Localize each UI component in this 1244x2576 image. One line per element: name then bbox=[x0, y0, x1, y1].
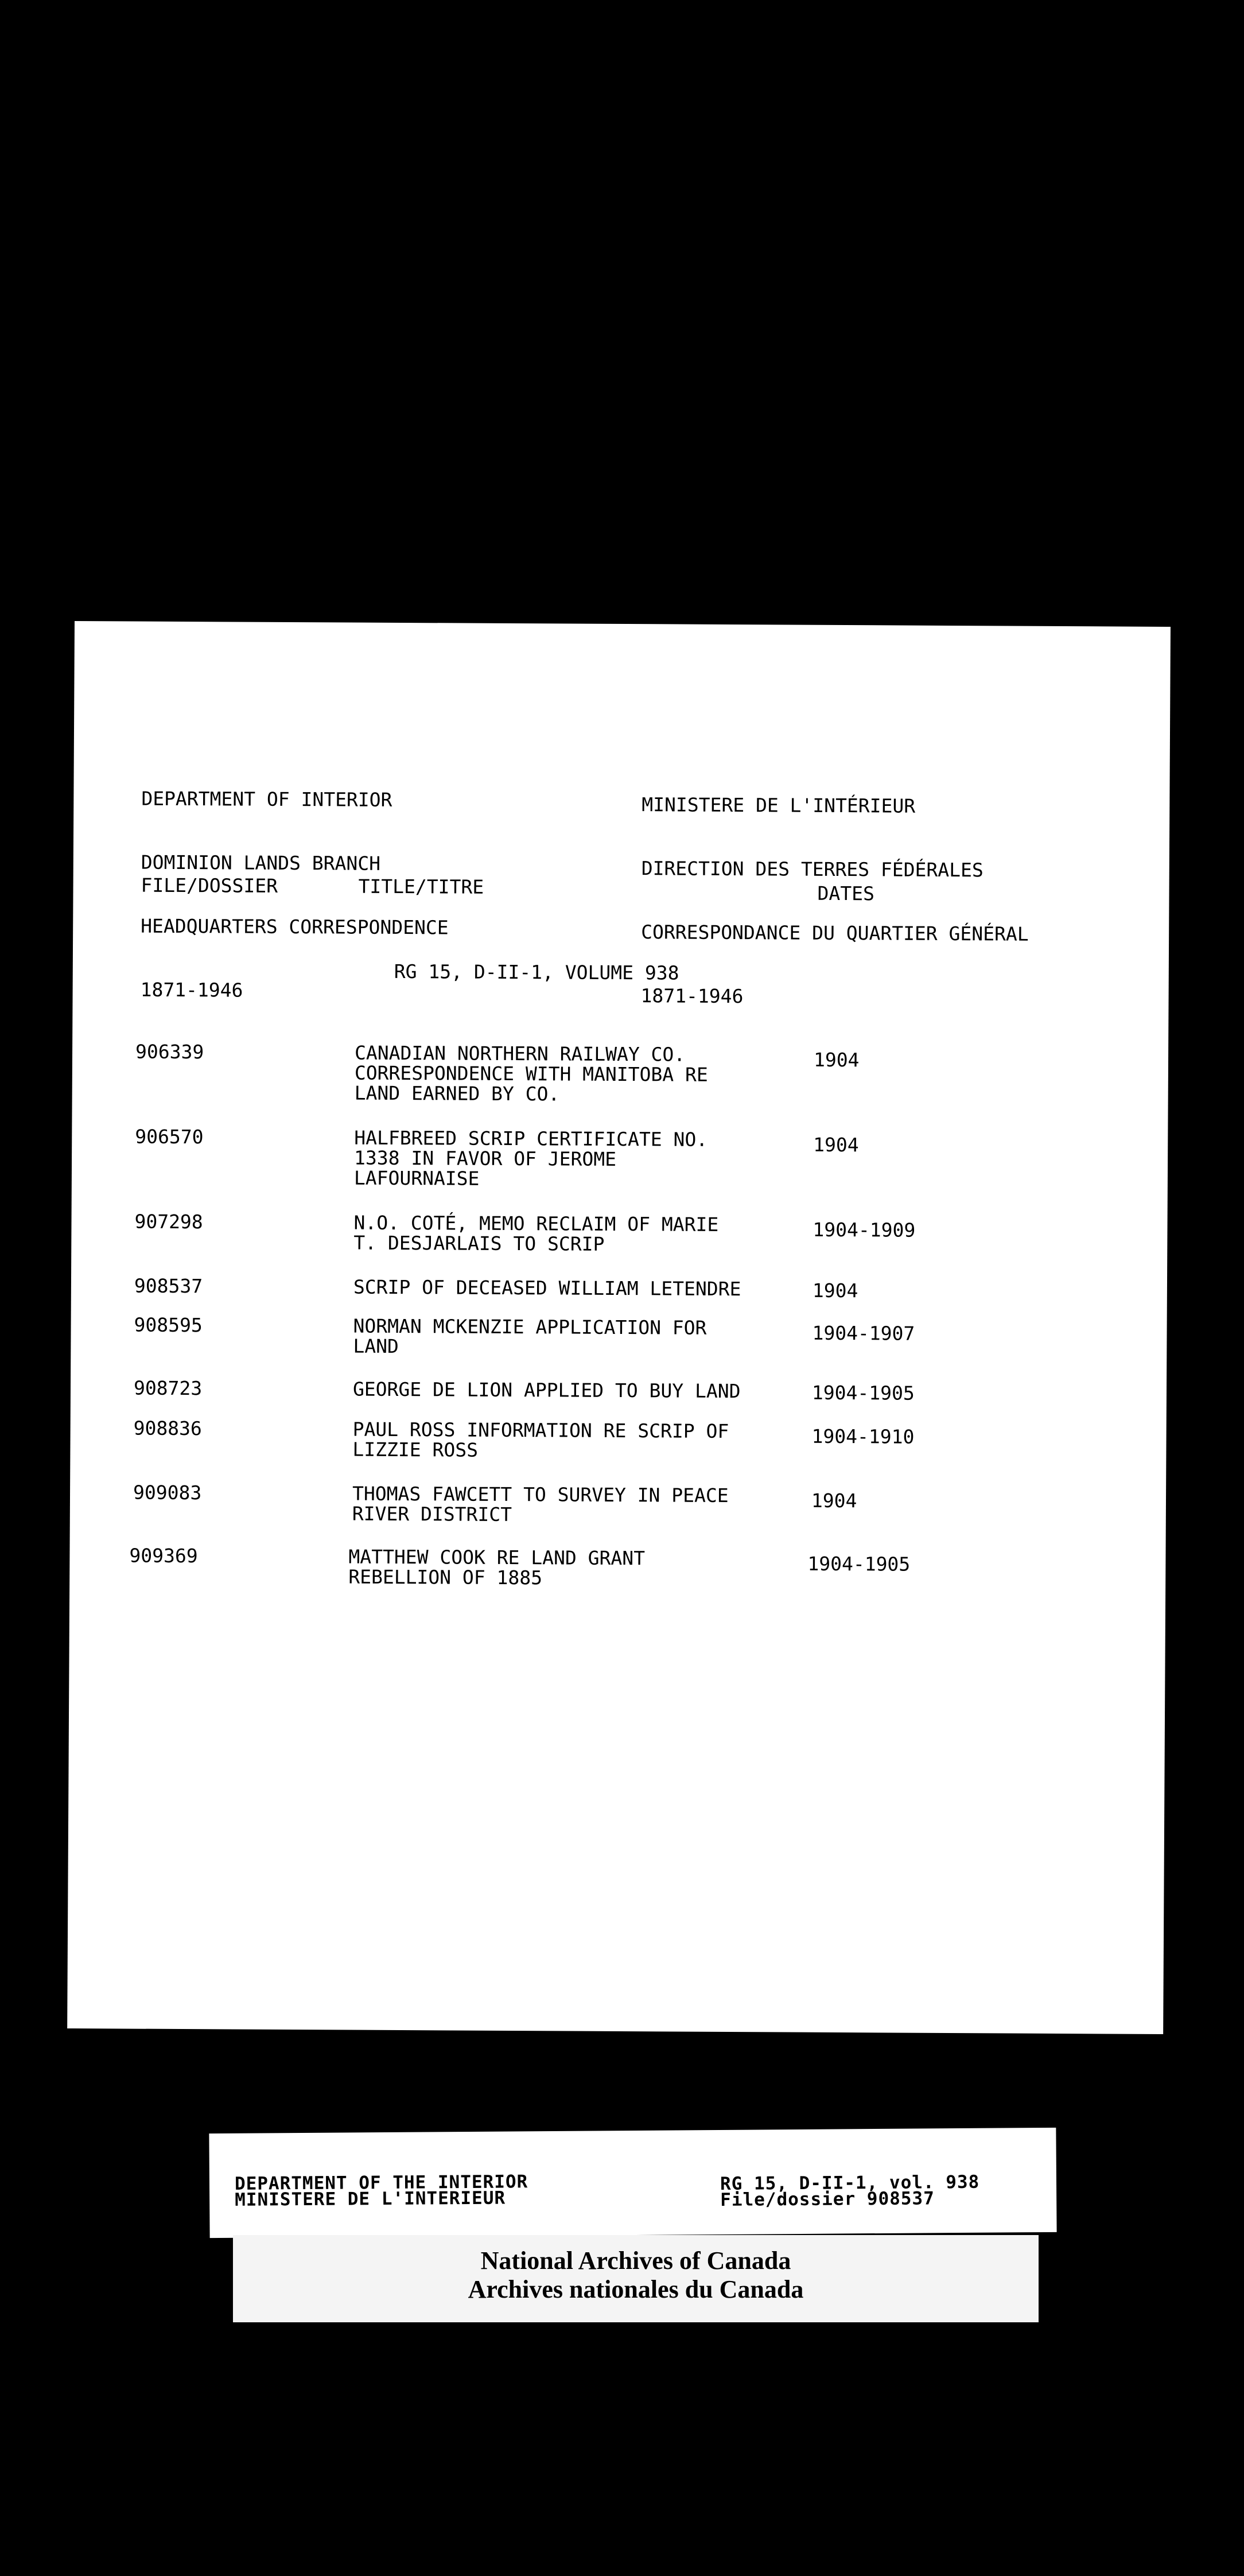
list-item bbox=[72, 1125, 1168, 1190]
header-left-line-4: 1871-1946 bbox=[140, 978, 243, 1002]
list-item bbox=[71, 1417, 1167, 1461]
entry-title bbox=[353, 1379, 812, 1402]
label-right bbox=[720, 2171, 980, 2210]
label-left-line-1: DEPARTMENT OF THE INTERIOR bbox=[234, 2171, 528, 2194]
entry-dates: 1904-1909 bbox=[813, 1218, 916, 1242]
entry-dates: 1904-1905 bbox=[807, 1552, 911, 1576]
entry-title bbox=[353, 1277, 813, 1299]
list-item bbox=[72, 1210, 1168, 1255]
entry-title-line: PAUL ROSS INFORMATION RE SCRIP OF bbox=[352, 1418, 729, 1442]
entry-title-line: REBELLION OF 1885 bbox=[348, 1565, 543, 1589]
entry-title-line: LAFOURNAISE bbox=[353, 1166, 480, 1190]
volume-heading: RG 15, D-II-1, VOLUME 938 bbox=[394, 960, 679, 984]
file-number: 908595 bbox=[134, 1313, 203, 1337]
entry-dates: 1904 bbox=[811, 1489, 857, 1512]
header-right-line-1: MINISTERE DE L'INTÉRIEUR bbox=[642, 793, 916, 817]
entry-title-line: SCRIP OF DECEASED WILLIAM LETENDRE bbox=[353, 1275, 741, 1301]
entry-dates: 1904-1910 bbox=[811, 1425, 915, 1448]
entry-title-line: LAND EARNED BY CO. bbox=[354, 1081, 560, 1105]
file-number: 908836 bbox=[133, 1417, 202, 1440]
label-left-line-2: MINISTERE DE L'INTERIEUR bbox=[235, 2187, 506, 2210]
file-number: 909083 bbox=[133, 1481, 202, 1504]
entry-title-line: LAND bbox=[353, 1334, 399, 1357]
entry-title bbox=[348, 1547, 807, 1589]
header-right-line-4: 1871-1946 bbox=[640, 984, 744, 1008]
label-right-line-1: RG 15, D-II-1, vol. 938 bbox=[720, 2171, 980, 2194]
archive-label bbox=[209, 2128, 1056, 2238]
header-left-line-3: HEADQUARTERS CORRESPONDENCE bbox=[141, 914, 449, 939]
entry-title bbox=[353, 1316, 812, 1359]
file-marker-arrow bbox=[79, 1260, 130, 1318]
list-item bbox=[71, 1313, 1167, 1357]
file-number: 909369 bbox=[129, 1544, 198, 1568]
entry-title bbox=[352, 1419, 811, 1462]
column-header-title: TITLE/TITRE bbox=[358, 875, 484, 898]
entry-title-line: NORMAN MCKENZIE APPLICATION FOR bbox=[353, 1314, 707, 1339]
entry-dates: 1904 bbox=[813, 1133, 859, 1157]
document-page bbox=[67, 621, 1171, 2034]
entry-title bbox=[353, 1213, 813, 1255]
archives-name-fr: Archives nationales du Canada bbox=[468, 2275, 804, 2303]
entry-title bbox=[355, 1043, 814, 1105]
entry-dates: 1904-1905 bbox=[811, 1381, 915, 1405]
entry-title-line: GEORGE DE LION APPLIED TO BUY LAND bbox=[352, 1378, 741, 1403]
entry-title bbox=[352, 1484, 811, 1526]
column-header-dates: DATES bbox=[817, 882, 874, 905]
entry-title-line: MATTHEW COOK RE LAND GRANT bbox=[348, 1545, 646, 1570]
entry-title-line: LIZZIE ROSS bbox=[352, 1438, 479, 1461]
entry-title-line: HALFBREED SCRIP CERTIFICATE NO. bbox=[354, 1126, 708, 1151]
header-right-line-3: CORRESPONDANCE DU QUARTIER GÉNÉRAL bbox=[641, 921, 1029, 945]
entry-title-line: T. DESJARLAIS TO SCRIP bbox=[353, 1231, 605, 1255]
header-left-line-2: DOMINION LANDS BRANCH bbox=[141, 851, 381, 875]
entry-title-line: 1338 IN FAVOR OF JEROME bbox=[354, 1146, 617, 1170]
entry-title-line: RIVER DISTRICT bbox=[352, 1502, 512, 1526]
header-left-line-1: DEPARTMENT OF INTERIOR bbox=[141, 787, 392, 811]
list-item bbox=[70, 1544, 1166, 1589]
file-number: 908537 bbox=[134, 1274, 203, 1298]
list-item bbox=[71, 1376, 1167, 1405]
entry-dates: 1904 bbox=[812, 1279, 858, 1302]
entry-title bbox=[354, 1128, 814, 1190]
file-number: 906570 bbox=[135, 1125, 204, 1149]
entry-title-line: THOMAS FAWCETT TO SURVEY IN PEACE bbox=[352, 1482, 729, 1507]
list-item bbox=[71, 1274, 1167, 1302]
file-number: 908723 bbox=[133, 1376, 203, 1400]
archives-name-en: National Archives of Canada bbox=[480, 2247, 791, 2275]
entry-title-line: CANADIAN NORTHERN RAILWAY CO. bbox=[354, 1041, 686, 1066]
column-header-file: FILE/DOSSIER bbox=[141, 874, 278, 897]
file-number: 907298 bbox=[134, 1210, 203, 1233]
entry-title-line: CORRESPONDENCE WITH MANITOBA RE bbox=[354, 1061, 708, 1086]
entry-dates: 1904 bbox=[813, 1048, 860, 1072]
entry-dates: 1904-1907 bbox=[812, 1321, 915, 1345]
header-right-line-2: DIRECTION DES TERRES FÉDÉRALES bbox=[641, 857, 983, 882]
label-right-line-2: File/dossier 908537 bbox=[720, 2188, 935, 2210]
entry-title-line: N.O. COTÉ, MEMO RECLAIM OF MARIE bbox=[353, 1211, 719, 1236]
label-left bbox=[234, 2171, 528, 2210]
file-number: 906339 bbox=[135, 1040, 204, 1064]
archives-stamp bbox=[233, 2235, 1039, 2322]
list-item bbox=[70, 1481, 1166, 1526]
